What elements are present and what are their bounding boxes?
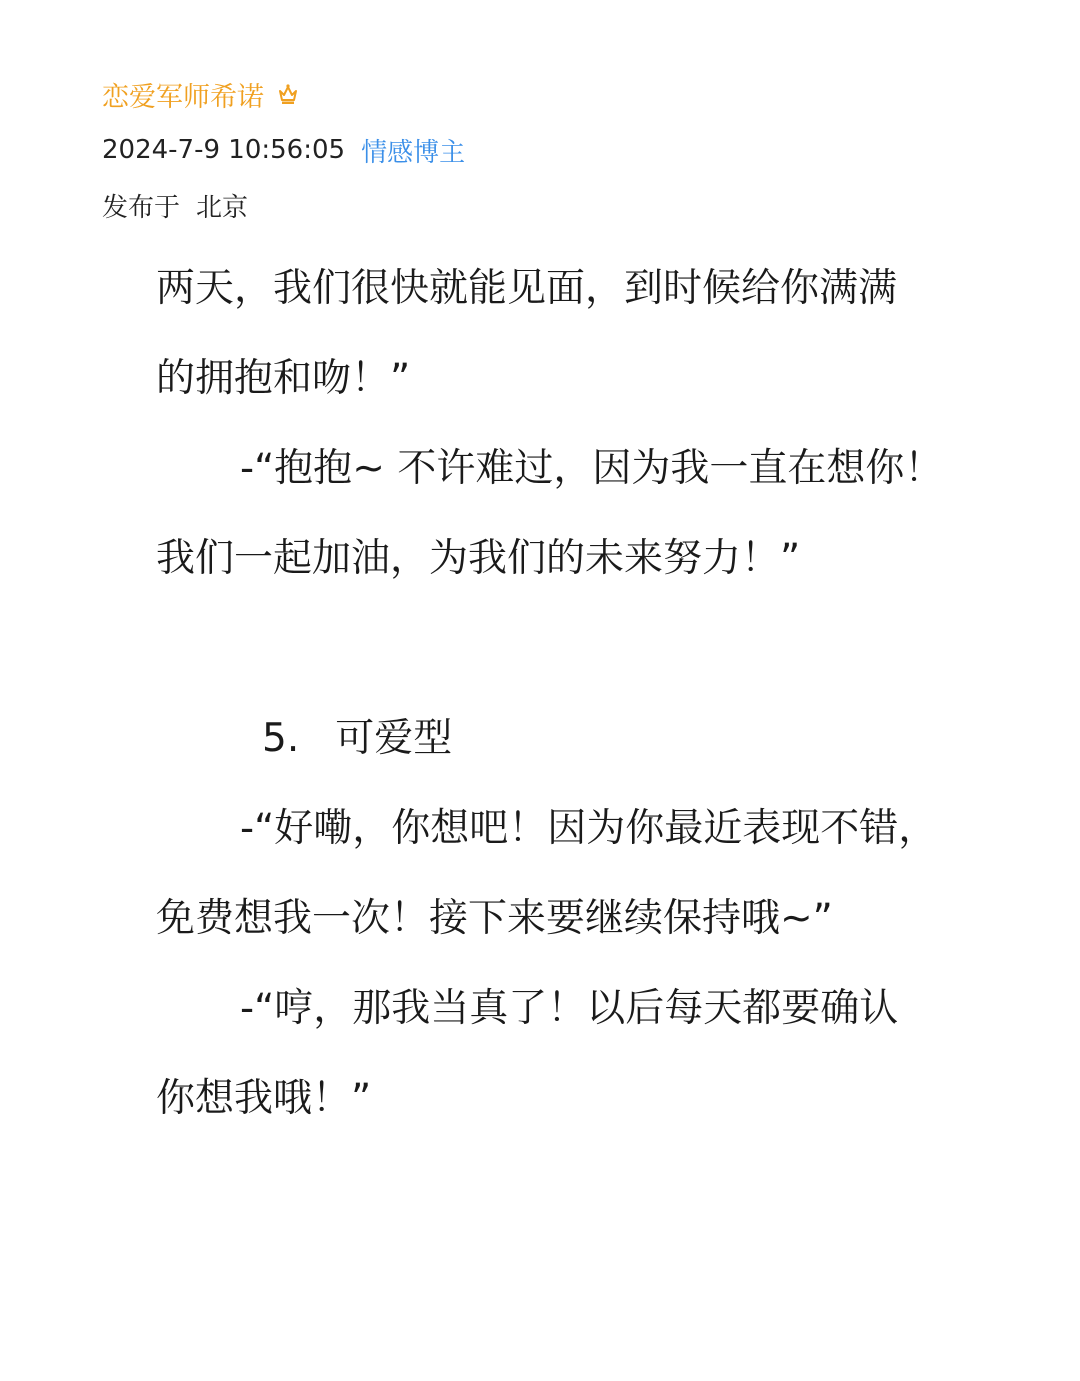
crown-icon	[278, 83, 298, 105]
section-number: 5.	[262, 716, 300, 761]
content-line: 免费想我一次！接下来要继续保持哦~”	[156, 896, 833, 941]
post-timestamp: 2024-7-9 10:56:05	[102, 135, 346, 165]
meta-row	[102, 131, 465, 169]
section-title: 可爱型	[335, 716, 453, 761]
location-row	[102, 186, 248, 224]
content-line: 我们一起加油，为我们的未来努力！”	[156, 536, 801, 581]
content-line: -“抱抱~ 不许难过，因为我一直在想你！	[240, 446, 944, 491]
location-prefix: 发布于	[102, 192, 181, 223]
content-line: 的拥抱和吻！”	[156, 356, 411, 401]
author-row	[102, 74, 298, 114]
location-value: 北京	[196, 192, 249, 223]
author-name[interactable]: 恋爱军师希诺	[102, 81, 264, 113]
section-heading	[156, 694, 1016, 784]
content-line: -“好嘞，你想吧！因为你最近表现不错，	[240, 806, 938, 851]
content-line: -“哼，那我当真了！以后每天都要确认	[240, 986, 899, 1031]
content-line: 你想我哦！”	[156, 1076, 372, 1121]
post-content	[156, 244, 1016, 1144]
content-line: 两天，我们很快就能见面，到时候给你满满	[156, 266, 898, 311]
author-tag[interactable]: 情感博主	[361, 137, 466, 168]
paragraph-gap	[156, 604, 1016, 694]
